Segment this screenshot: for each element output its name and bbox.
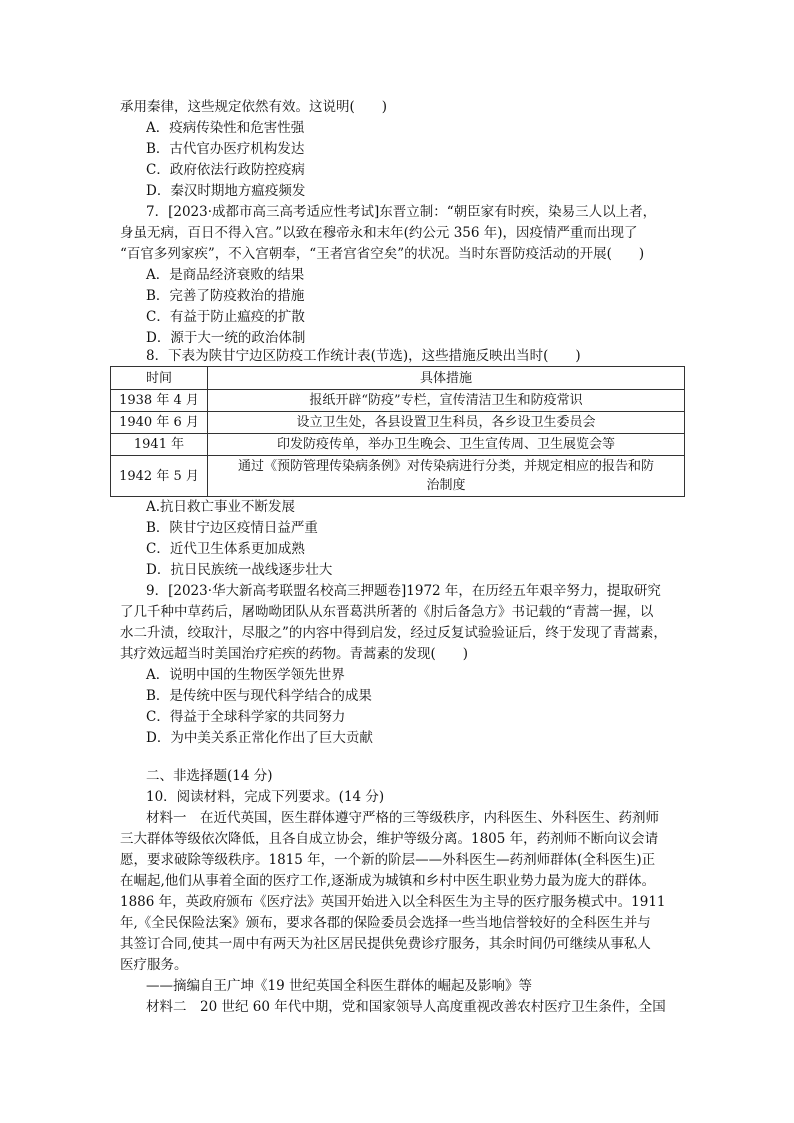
section-heading: 二、非选择题(14 分) <box>146 768 273 784</box>
table-cell-measure: 印发防疫传单，举办卫生晚会、卫生宣传周、卫生展览会等 <box>208 434 685 456</box>
table-header-measures: 具体措施 <box>208 367 685 390</box>
table-row <box>111 390 685 412</box>
table-cell-time: 1941 年 <box>111 434 208 456</box>
q8-option-c: C．近代卫生体系更加成熟 <box>146 541 305 557</box>
q9-option-c: C．得益于全球科学家的共同努力 <box>146 709 346 725</box>
q7-option-b: B．完善了防疫救治的措施 <box>146 288 305 304</box>
q7-option-c: C．有益于防止瘟疫的扩散 <box>146 309 305 325</box>
table-cell-time: 1940 年 6 月 <box>111 412 208 434</box>
q7-stem-line-1: 7．[2023·成都市高三高考适应性考试]东晋立制：“朝臣家有时疾，染易三人以上者， <box>146 204 657 220</box>
q8-option-b: B．陕甘宁边区疫情日益严重 <box>146 520 318 536</box>
q10-stem: 10．阅读材料，完成下列要求。(14 分) <box>146 789 385 805</box>
q8-option-d: D．抗日民族统一战线逐步壮大 <box>146 562 333 578</box>
q9-stem-line-3: 水二升渍，绞取汁，尽服之”的内容中得到启发，经过反复试验验证后，终于发现了青蒿素， <box>120 625 667 641</box>
material1-line-3: 愿，要求破除等级秩序。1815 年，一个新的阶层——外科医生—药剂师群体(全科医生)正 <box>120 852 656 868</box>
table-cell-measure: 设立卫生处，各县设置卫生科员，各乡设卫生委员会 <box>208 412 685 434</box>
table-row <box>111 456 685 497</box>
q6-option-b: B．古代官办医疗机构发达 <box>146 141 305 157</box>
material1-line-1: 材料一 在近代英国，医生群体遵守严格的三等级秩序，内科医生、外科医生、药剂师 <box>146 810 659 826</box>
table-cell-measure-line-2: 治制度 <box>426 478 466 493</box>
material1-line-4: 在崛起,他们从事着全面的医疗工作,逐渐成为城镇和乡村中医生职业势力最为庞大的群体。 <box>120 873 656 889</box>
q8-stem: 8．下表为陕甘宁边区防疫工作统计表(节选)，这些措施反映出当时( ) <box>146 348 581 364</box>
q9-option-d: D．为中美关系正常化作出了巨大贡献 <box>146 730 373 746</box>
material1-line-8: 医疗服务。 <box>120 957 188 973</box>
q9-option-b: B．是传统中医与现代科学结合的成果 <box>146 688 372 704</box>
table-header-row <box>111 367 685 390</box>
q6-stem-continuation: 承用秦律，这些规定依然有效。这说明( ) <box>120 99 388 115</box>
material1-line-7: 其签订合同,使其一周中有两天为社区居民提供免费诊疗服务，其余时间仍可继续从事私人 <box>120 936 651 952</box>
q9-stem-line-2: 了几千种中草药后，屠呦呦团队从东晋葛洪所著的《肘后备急方》书记载的“青蒿一握，以 <box>120 604 654 620</box>
q6-option-d: D．秦汉时期地方瘟疫频发 <box>146 183 306 199</box>
q9-stem-line-1: 9．[2023·华大新高考联盟名校高三押题卷]1972 年，在历经五年艰辛努力，提取研究 <box>146 583 661 599</box>
q6-option-a: A．疫病传染性和危害性强 <box>146 120 305 136</box>
material1-line-2: 三大群体等级依次降低，且各自成立协会，维护等级分离。1805 年，药剂师不断向议会请 <box>120 831 659 847</box>
material1-source: ——摘编自王广坤《19 世纪英国全科医生群体的崛起及影响》等 <box>146 978 532 994</box>
q7-stem-line-3: “百官多列家疾”，不入宫朝奉，“王者宫省空矣”的状况。当时东晋防疫活动的开展( ) <box>120 246 645 262</box>
table-row <box>111 412 685 434</box>
table-cell-measure <box>208 456 685 497</box>
table-row <box>111 434 685 456</box>
material1-line-6: 年,《全民保险法案》颁布，要求各郡的保险委员会选择一些当地信誉较好的全科医生并与 <box>120 915 651 931</box>
table-cell-time: 1942 年 5 月 <box>111 456 208 497</box>
q7-option-a: A．是商品经济衰败的结果 <box>146 267 305 283</box>
material2-line-1: 材料二 20 世纪 60 年代中期，党和国家领导人高度重视改善农村医疗卫生条件，全国 <box>146 999 666 1015</box>
table-cell-measure: 报纸开辟“防疫”专栏，宣传清洁卫生和防疫常识 <box>208 390 685 412</box>
material1-line-5: 1886 年，英政府颁布《医疗法》英国开始进入以全科医生为主导的医疗服务模式中。1911 <box>120 894 666 910</box>
q9-option-a: A．说明中国的生物医学领先世界 <box>146 667 345 683</box>
q8-statistics-table <box>110 366 685 497</box>
q7-option-d: D．源于大一统的政治体制 <box>146 330 306 346</box>
q6-option-c: C．政府依法行政防控疫病 <box>146 162 305 178</box>
table-header-time: 时间 <box>111 367 208 390</box>
q8-option-a: A.抗日救亡事业不断发展 <box>146 499 296 515</box>
q9-stem-line-4: 其疗效远超当时美国治疗疟疾的药物。青蒿素的发现( ) <box>120 646 469 662</box>
table-cell-time: 1938 年 4 月 <box>111 390 208 412</box>
q7-stem-line-2: 身虽无病，百日不得入宫。”以致在穆帝永和末年(约公元 356 年)，因疫情严重而出现了 <box>120 225 638 241</box>
table-cell-measure-line-1: 通过《预防管理传染病条例》对传染病进行分类，并规定相应的报告和防 <box>237 459 654 474</box>
